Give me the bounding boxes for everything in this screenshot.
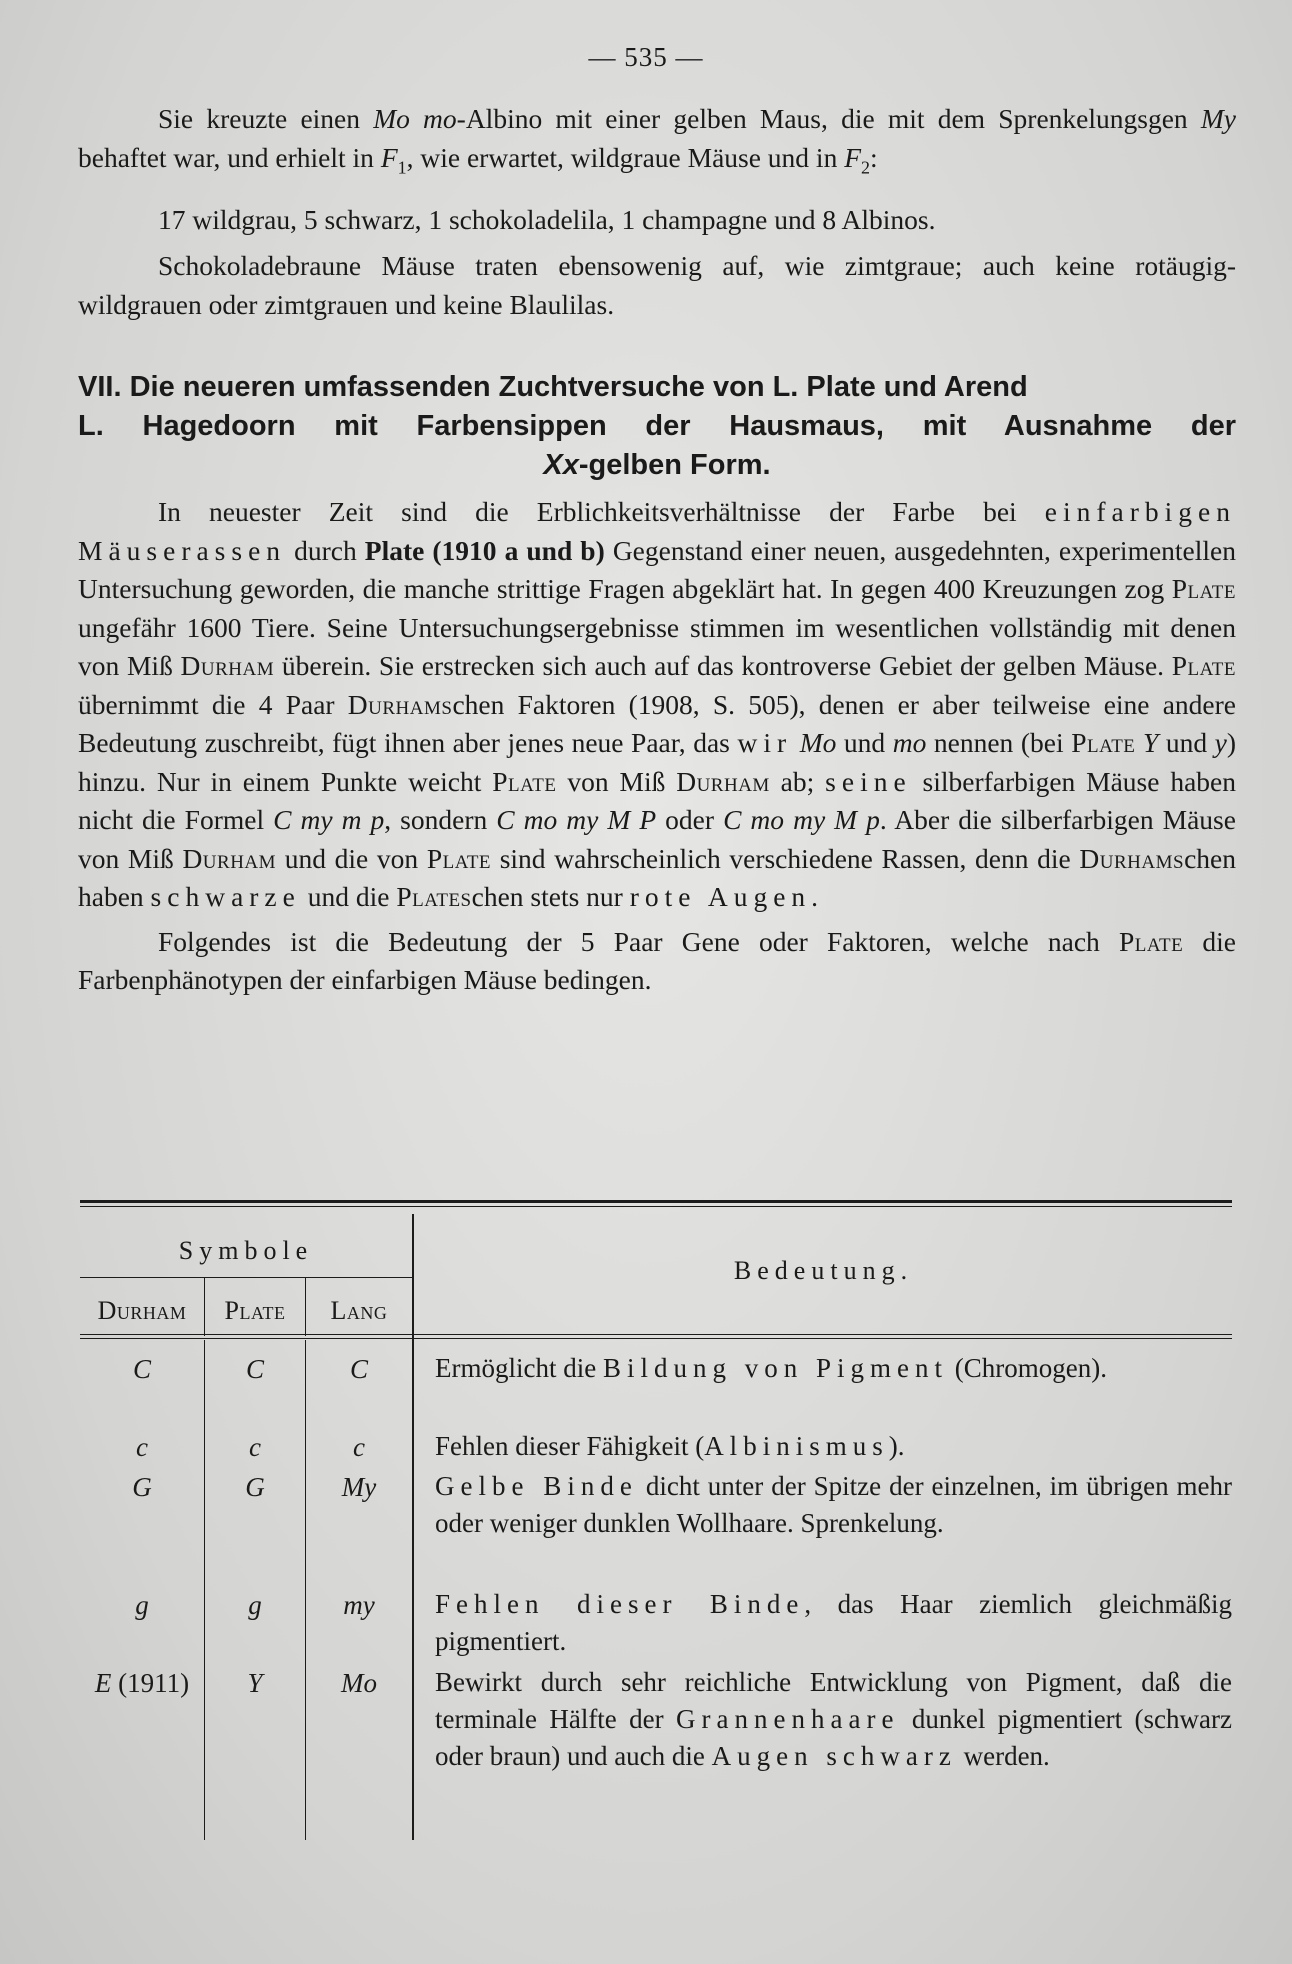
cell-plate: C xyxy=(245,1354,264,1384)
paragraph-missing-phenotypes: Schokoladebraune Mäuse traten ebensowenig auf, wie zimtgraue; auch keine rotäugig-wildgrauen oder zimtgrauen und keine Blaulilas. xyxy=(78,250,1236,320)
cell-durham: g xyxy=(135,1590,149,1620)
divider-durham-header xyxy=(204,1278,205,1336)
header-meaning: Bedeutung. xyxy=(733,1256,914,1285)
cell-meaning: Ermöglicht die Bildung von Pigment (Chromogen). xyxy=(435,1353,1107,1383)
cell-lang: c xyxy=(353,1432,365,1462)
cell-plate: Y xyxy=(247,1668,263,1698)
cell-plate: c xyxy=(249,1432,261,1462)
section-heading xyxy=(78,368,1236,485)
cell-lang: Mo xyxy=(341,1668,377,1698)
cell-lang: My xyxy=(341,1472,377,1502)
table-top-rule xyxy=(80,1200,1232,1203)
table-top-rule-thin xyxy=(80,1206,1232,1207)
cell-lang: C xyxy=(349,1354,368,1384)
main-text-column xyxy=(78,100,1236,1000)
cell-durham: C xyxy=(132,1354,151,1384)
cell-durham: E (1911) xyxy=(94,1668,190,1698)
cell-plate: G xyxy=(245,1472,265,1502)
header-symbols: Symbole xyxy=(178,1236,314,1265)
cell-durham: c xyxy=(136,1432,148,1462)
header-bottom-rule xyxy=(80,1334,1232,1335)
cell-lang: my xyxy=(343,1590,375,1620)
divider-meaning xyxy=(412,1214,414,1840)
cell-meaning: Gelbe Binde dicht unter der Spitze der einzelnen, im übrigen mehr oder weniger dunklen Wollhaare. Sprenkelung. xyxy=(435,1471,1233,1538)
heading-line-3: Xx-gelben Form. xyxy=(543,449,771,481)
paragraph-table-intro: Folgendes ist die Bedeutung der 5 Paar Gene oder Faktoren, welche nach Plate die Farbenphänotypen der einfarbigen Mäuse bedingen. xyxy=(78,925,1236,995)
paragraph-intro: Sie kreuzte einen Mo mo-Albino mit einer gelben Maus, die mit dem Sprenkelungsgen My behaftet war, und erhielt in $F_1$, wie erwartet, wildgraue Mäuse und in $F_2$: xyxy=(78,103,1236,177)
col-header-plate: Plate xyxy=(224,1296,286,1325)
page-number: — 535 — xyxy=(588,42,704,72)
heading-line-2: L. Hagedoorn mit Farbensippen der Hausmaus, mit Ausnahme der xyxy=(78,410,1236,442)
cell-durham: G xyxy=(132,1472,152,1502)
cell-meaning: Fehlen dieser Binde, das Haar ziemlich gleichmäßig pigmentiert. xyxy=(435,1589,1232,1656)
col-header-lang: Lang xyxy=(330,1296,388,1325)
heading-line-1: VII. Die neueren umfassenden Zuchtversuche von L. Plate und Arend xyxy=(78,371,1028,403)
symbols-table xyxy=(80,1200,1232,1840)
header-sub-rule xyxy=(80,1277,412,1278)
divider-plate-header xyxy=(305,1278,306,1336)
header-bottom-rule-2 xyxy=(80,1338,1232,1339)
counts-line: 17 wildgrau, 5 schwarz, 1 schokoladelila, 1 champagne und 8 Albinos. xyxy=(158,203,936,235)
cell-meaning: Fehlen dieser Fähigkeit (Albinismus). xyxy=(435,1431,905,1461)
paragraph-plate-study: In neuester Zeit sind die Erblichkeitsverhältnisse der Farbe bei einfarbigen Mäuserassen durch Plate (1910 a und b) Gegenstand einer neuen, ausgedehnten, experimentellen Untersuchung geworden, die manche strittige Fragen abgeklärt hat. In gegen 400 Kreuzungen zog Plate ungefähr 1600 Tiere. Seine Untersuchungsergebnisse stimmen im wesentlichen vollständig mit denen von Miß Durham überein. Sie erstrecken sich auch auf das kontroverse Gebiet der gelben Mäuse. Plate übernimmt die 4 Paar Durhamschen Faktoren (1908, S. 505), denen er aber teilweise eine andere Bedeutung zuschreibt, fügt ihnen aber jenes neue Paar, das wir Mo und mo nennen (bei Plate Y und y) hinzu. Nur in einem Punkte weicht Plate von Miß Durham ab; seine silberfarbigen Mäuse haben nicht die Formel C my m p, sondern C mo my M P oder C mo my M p. Aber die silberfarbigen Mäuse von Miß Durham und die von Plate sind wahrscheinlich verschiedene Rassen, denn die Durhamschen haben schwarze und die Plateschen stets nur rote Augen. xyxy=(78,496,1237,912)
cell-plate: g xyxy=(248,1590,262,1620)
cell-meaning: Bewirkt durch sehr reichliche Entwicklung von Pigment, daß die terminale Hälfte der Grannenhaare dunkel pigmentiert (schwarz oder braun) und auch die Augen schwarz werden. xyxy=(435,1667,1232,1771)
col-header-durham: Durham xyxy=(97,1296,187,1325)
